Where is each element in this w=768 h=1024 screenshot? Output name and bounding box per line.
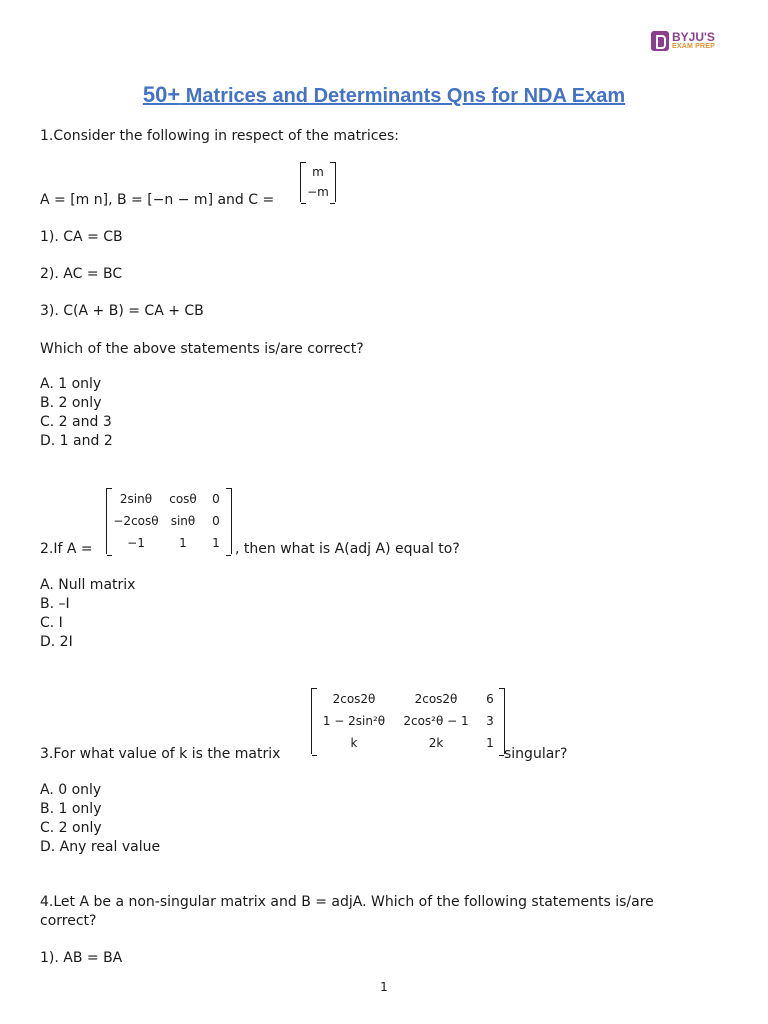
q2-option-a: A. Null matrix (40, 577, 136, 593)
q3-matrix (311, 688, 505, 754)
matrix-cell: k (350, 736, 358, 750)
logo-sub: EXAM PREP (672, 42, 716, 50)
matrix-cell: 1 (179, 536, 187, 550)
q3-options (40, 781, 160, 857)
matrix-cell: 2sinθ (119, 492, 153, 506)
matrix-cell: 1 (486, 736, 494, 750)
q3-suffix: singular? (504, 746, 568, 762)
q1-option-d: D. 1 and 2 (40, 433, 113, 449)
q2-option-b: B. –I (40, 596, 70, 612)
matrix-cell: m (312, 165, 324, 179)
matrix-cell: sinθ (170, 514, 196, 528)
matrix-cell: 0 (212, 514, 220, 528)
logo-brand: BYJU'S (672, 29, 715, 44)
q4-stem-line-1: 4.Let A be a non-singular matrix and B = adjA. Which of the following statements is/are (40, 894, 654, 910)
matrix-cell: 2cos²θ − 1 (403, 714, 469, 728)
q1-option-a: A. 1 only (40, 376, 102, 392)
matrix-cell: −m (307, 185, 329, 199)
byjus-logo-icon (651, 31, 669, 51)
matrix-cell: 2cos2θ (332, 692, 376, 706)
q1-option-b: B. 2 only (40, 395, 102, 411)
matrix-cell: −2cosθ (113, 514, 159, 528)
q3-option-d: D. Any real value (40, 839, 161, 855)
page-number: 1 (380, 980, 388, 994)
q3-option-a: A. 0 only (40, 782, 102, 798)
byjus-exam-prep-logo (651, 30, 715, 52)
page-title (0, 83, 768, 108)
matrix-cell: 1 − 2sin²θ (322, 714, 386, 728)
q1-definitions: A = [m n], B = [−n − m] and C = (40, 192, 275, 208)
q4-stem-line-2: correct? (40, 913, 97, 929)
matrix-cell: cosθ (169, 492, 197, 506)
q2-option-c: C. I (40, 615, 63, 631)
q2-suffix: , then what is A(adj A) equal to? (235, 541, 460, 557)
q1-stem: 1.Consider the following in respect of the matrices: (40, 128, 400, 144)
q1-statement-3: 3). C(A + B) = CA + CB (40, 303, 204, 319)
q1-statement-1: 1). CA = CB (40, 229, 123, 245)
logo-text (672, 29, 716, 51)
q2-options (40, 576, 135, 652)
q3-option-b: B. 1 only (40, 801, 102, 817)
title-rest: Matrices and Determinants Qns for NDA Exam (180, 85, 626, 107)
matrix-cell: 6 (486, 692, 494, 706)
q1-statement-2: 2). AC = BC (40, 266, 123, 282)
matrix-cell: 2cos2θ (414, 692, 458, 706)
q4-statement-1: 1). AB = BA (40, 950, 123, 966)
q1-question: Which of the above statements is/are correct? (40, 341, 364, 357)
q2-matrix-a (106, 488, 232, 554)
q2-prefix: 2.If A = (40, 541, 93, 557)
matrix-cell: 3 (486, 714, 494, 728)
title-prefix: 50+ (142, 82, 181, 107)
q1-options (40, 375, 113, 451)
matrix-cell: 2k (428, 736, 444, 750)
q1-matrix-c (300, 162, 336, 202)
q2-option-d: D. 2I (40, 634, 73, 650)
matrix-cell: 1 (212, 536, 220, 550)
q3-prefix: 3.For what value of k is the matrix (40, 746, 281, 762)
q3-option-c: C. 2 only (40, 820, 102, 836)
q1-option-c: C. 2 and 3 (40, 414, 112, 430)
matrix-cell: 0 (212, 492, 220, 506)
matrix-cell: −1 (127, 536, 145, 550)
